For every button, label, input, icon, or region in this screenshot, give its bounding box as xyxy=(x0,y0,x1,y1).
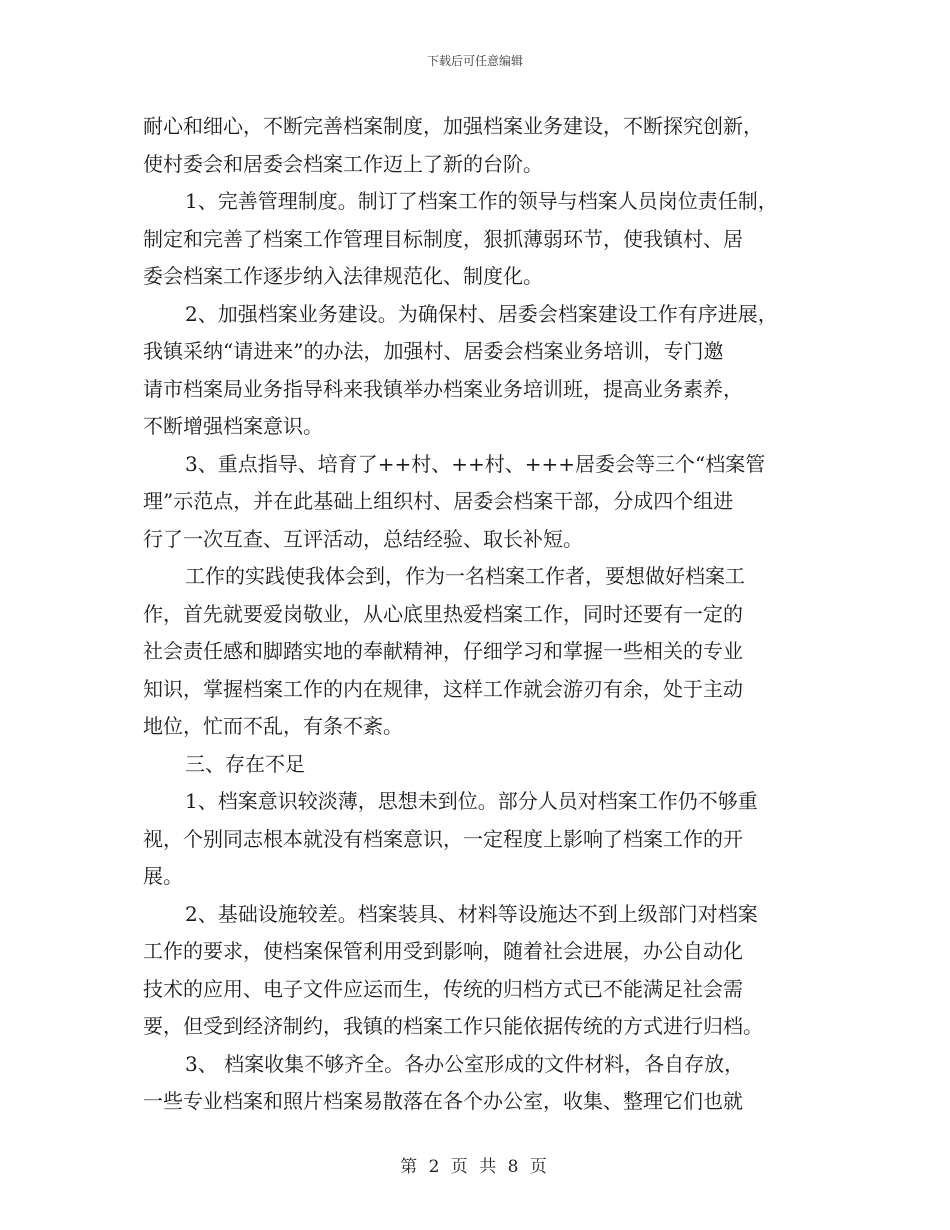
text-line: 技术的应用、电子文件应运而生，传统的归档方式已不能满足社会需 xyxy=(143,976,743,1001)
page-header: 下载后可任意编辑 xyxy=(426,54,523,68)
text-line: 我镇采纳“请进来”的办法，加强村、居委会档案业务培训，专门邀 xyxy=(143,339,724,363)
text-line: 要，但受到经济制约，我镇的档案工作只能依据传统的方式进行归档。 xyxy=(143,1014,763,1038)
text-line: 工作的要求，使档案保管利用受到影响，随着社会进展，办公自动化 xyxy=(143,939,743,963)
text-line: 使村委会和居委会档案工作迈上了新的台阶。 xyxy=(143,151,543,176)
text-line: 1、档案意识较淡薄，思想未到位。部分人员对档案工作仍不够重 xyxy=(185,789,758,813)
text-line: 作，首先就要爱岗敬业，从心底里热爱档案工作，同时还要有一定的 xyxy=(143,601,743,626)
text-line: 1、完善管理制度。制订了档案工作的领导与档案人员岗位责任制， xyxy=(185,189,778,213)
page-number-footer: 第 2 页 共 8 页 xyxy=(400,1157,550,1177)
text-line: 制定和完善了档案工作管理目标制度，狠抓薄弱环节，使我镇村、居 xyxy=(143,226,743,251)
text-line: 行了一次互查、互评活动，总结经验、取长补短。 xyxy=(143,526,583,551)
text-line: 3、 档案收集不够齐全。各办公室形成的文件材料，各自存放， xyxy=(185,1051,745,1076)
text-line: 地位，忙而不乱，有条不紊。 xyxy=(143,714,403,738)
text-line: 2、加强档案业务建设。为确保村、居委会档案建设工作有序进展， xyxy=(185,301,778,326)
text-line: 工作的实践使我体会到，作为一名档案工作者，要想做好档案工 xyxy=(185,564,745,588)
text-line: 2、基础设施较差。档案装具、材料等设施达不到上级部门对档案 xyxy=(185,901,758,926)
text-line: 三、存在不足 xyxy=(185,751,305,776)
text-line: 展。 xyxy=(143,864,183,888)
document-body xyxy=(143,108,833,1121)
text-line: 知识，掌握档案工作的内在规律，这样工作就会游刃有余，处于主动 xyxy=(143,676,743,701)
text-line: 不断增强档案意识。 xyxy=(143,414,323,438)
text-line: 一些专业档案和照片档案易散落在各个办公室，收集、整理它们也就 xyxy=(143,1089,743,1113)
text-line: 耐心和细心，不断完善档案制度，加强档案业务建设，不断探究创新， xyxy=(143,114,763,138)
text-line: 视，个别同志根本就没有档案意识，一定程度上影响了档案工作的开 xyxy=(143,826,743,851)
text-line: 3、重点指导、培育了++村、++村、+++居委会等三个“档案管 xyxy=(185,451,766,476)
text-line: 社会责任感和脚踏实地的奉献精神，仔细学习和掌握一些相关的专业 xyxy=(143,639,743,663)
text-line: 理”示范点，并在此基础上组织村、居委会档案干部，分成四个组进 xyxy=(143,489,734,513)
text-line: 请市档案局业务指导科来我镇举办档案业务培训班，提高业务素养， xyxy=(143,376,743,401)
text-line: 委会档案工作逐步纳入法律规范化、制度化。 xyxy=(143,264,543,288)
